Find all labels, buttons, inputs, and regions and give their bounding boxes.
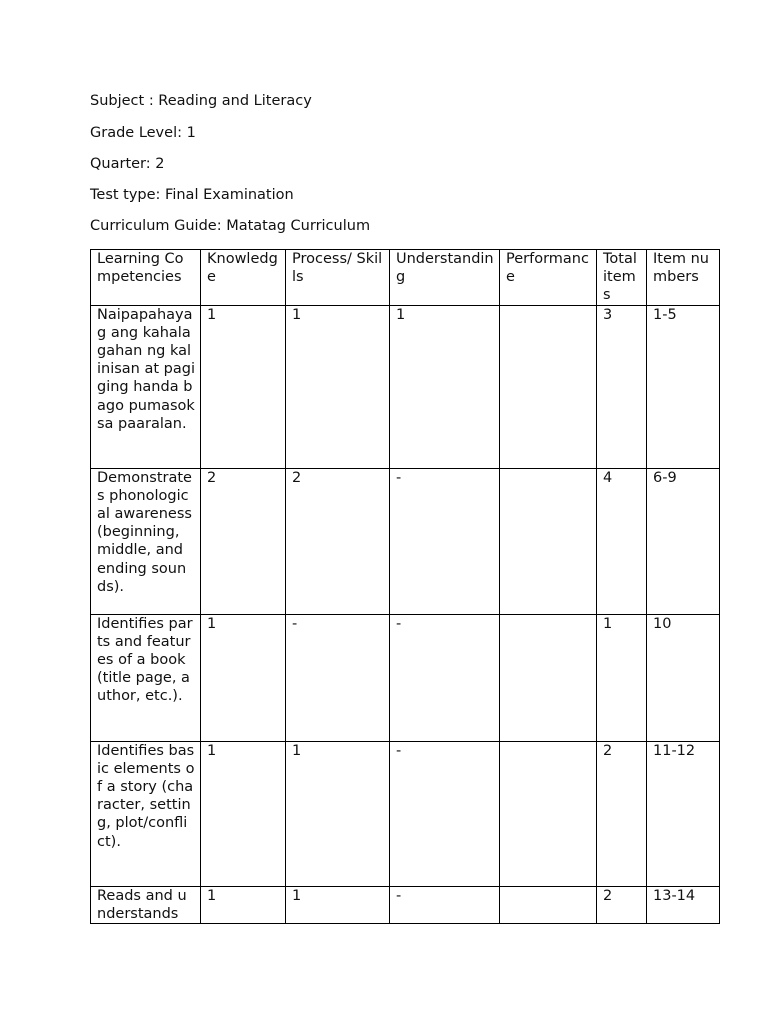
cell-item-numbers: 6-9: [647, 468, 720, 614]
cell-performance: [500, 305, 597, 468]
cell-item-numbers: 13-14: [647, 886, 720, 923]
header-understanding: Understanding: [390, 250, 500, 306]
subject-line: Subject : Reading and Literacy: [90, 93, 312, 109]
cell-knowledge: 1: [201, 614, 286, 741]
table-header-row: [91, 250, 720, 306]
cell-total-items: 2: [597, 886, 647, 923]
cell-total-items: 2: [597, 741, 647, 886]
cell-process-skills: 1: [286, 305, 390, 468]
table-of-specifications: [90, 249, 720, 924]
grade-level-line: Grade Level: 1: [90, 125, 196, 141]
header-performance: Performance: [500, 250, 597, 306]
table-row: [91, 741, 720, 886]
table-row: [91, 614, 720, 741]
cell-understanding: -: [390, 614, 500, 741]
test-type-line: Test type: Final Examination: [90, 187, 294, 203]
cell-total-items: 3: [597, 305, 647, 468]
header-total-items: Total items: [597, 250, 647, 306]
cell-knowledge: 1: [201, 741, 286, 886]
cell-knowledge: 2: [201, 468, 286, 614]
header-process-skills: Process/ Skills: [286, 250, 390, 306]
cell-competency: Identifies basic elements of a story (character, setting, plot/conflict).: [91, 741, 201, 886]
cell-understanding: -: [390, 741, 500, 886]
cell-understanding: -: [390, 468, 500, 614]
cell-total-items: 1: [597, 614, 647, 741]
table-row: [91, 305, 720, 468]
table-row: [91, 468, 720, 614]
table-row: [91, 886, 720, 923]
cell-process-skills: 1: [286, 741, 390, 886]
cell-knowledge: 1: [201, 305, 286, 468]
cell-competency: Naipapahayag ang kahalagahan ng kalinisan at pagiging handa bago pumasok sa paaralan.: [91, 305, 201, 468]
cell-performance: [500, 741, 597, 886]
cell-item-numbers: 1-5: [647, 305, 720, 468]
header-learning-competencies: Learning Competencies: [91, 250, 201, 306]
curriculum-guide-line: Curriculum Guide: Matatag Curriculum: [90, 218, 371, 234]
header-item-numbers: Item numbers: [647, 250, 720, 306]
cell-process-skills: -: [286, 614, 390, 741]
cell-competency: Demonstrates phonological awareness (beginning, middle, and ending sounds).: [91, 468, 201, 614]
cell-knowledge: 1: [201, 886, 286, 923]
cell-item-numbers: 11-12: [647, 741, 720, 886]
cell-process-skills: 2: [286, 468, 390, 614]
quarter-line: Quarter: 2: [90, 156, 165, 172]
cell-performance: [500, 468, 597, 614]
cell-understanding: -: [390, 886, 500, 923]
cell-understanding: 1: [390, 305, 500, 468]
cell-process-skills: 1: [286, 886, 390, 923]
cell-competency: Reads and understands: [91, 886, 201, 923]
cell-performance: [500, 886, 597, 923]
cell-item-numbers: 10: [647, 614, 720, 741]
cell-performance: [500, 614, 597, 741]
header-knowledge: Knowledge: [201, 250, 286, 306]
cell-competency: Identifies parts and features of a book (title page, author, etc.).: [91, 614, 201, 741]
cell-total-items: 4: [597, 468, 647, 614]
